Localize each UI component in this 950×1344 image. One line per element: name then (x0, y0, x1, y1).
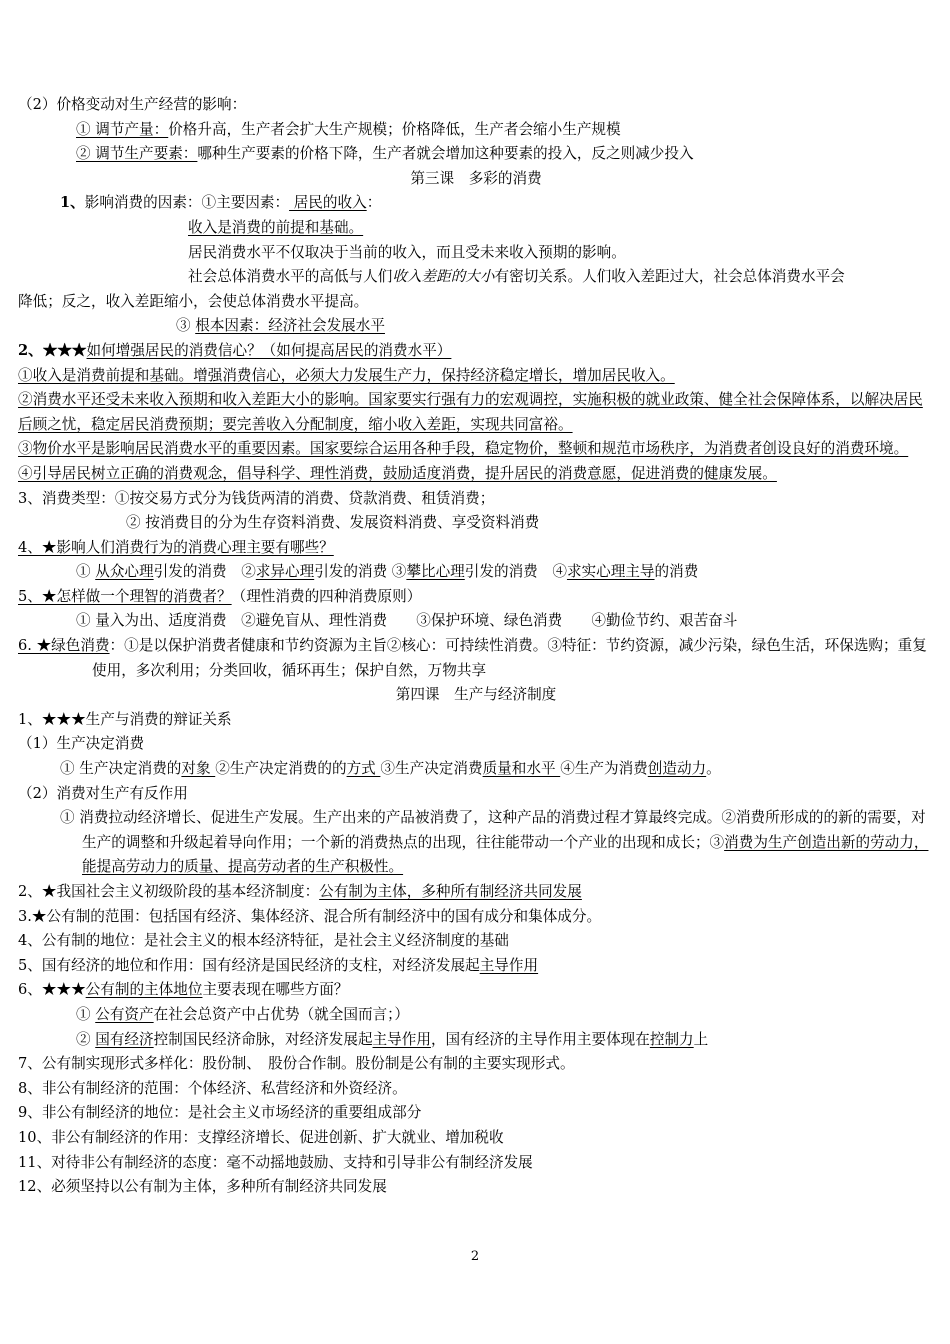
text-line: ② 按消费目的分为生存资料消费、发展资料消费、享受资料消费 (126, 514, 540, 532)
text-paragraph: ③物价水平是影响居民消费水平的重要因素。国家要综合运用各种手段，稳定物价，整顿和规范市场秩序，为消费者创设良好的消费环境。 (18, 440, 909, 458)
text-line: ② 国有经济控制国民经济命脉，对经济发展起主导作用，国有经济的主导作用主要体现在控制力上 (76, 1030, 709, 1048)
text-line: （2）价格变动对生产经营的影响： (18, 96, 247, 113)
question-heading: 4、★影响人们消费行为的消费心理主要有哪些？ (18, 538, 334, 556)
question-heading: 5、★怎样做一个理智的消费者？（理性消费的四种消费原则） (18, 587, 422, 605)
text-line: 4、公有制的地位：是社会主义的根本经济特征，是社会主义经济制度的基础 (18, 932, 509, 950)
text-line: 降低；反之，收入差距缩小，会使总体消费水平提高。 (18, 292, 369, 310)
text-line: 居民消费水平不仅取决于当前的收入，而且受未来收入预期的影响。 (188, 243, 626, 261)
text-line: 8、非公有制经济的范围：个体经济、私营经济和外资经济。 (18, 1079, 407, 1097)
text-line: 收入是消费的前提和基础。 (188, 218, 364, 236)
section-title: 第四课 生产与经济制度 (395, 686, 557, 704)
text-paragraph: ① 消费拉动经济增长、促进生产发展。生产出来的产品被消费了，这种产品的消费过程才算最终完成。②消费所形成的的新的需要，对生产的调整和升级起着导向作用；一个新的消费热点的出现，往往能带动一个产业的出现和成长；③消费为生产创造出新的劳动力，能提高劳动力的质量、提高劳动者的生产积极性。 (60, 809, 929, 876)
section-title: 第三课 多彩的消费 (410, 169, 542, 187)
question-heading: 2、★★★如何增强居民的消费信心？（如何提高居民的消费水平） (18, 341, 452, 359)
text-line: ① 公有资产在社会总资产中占优势（就全国而言；） (76, 1005, 410, 1023)
page-number: 2 (470, 1249, 480, 1264)
text-line: 5、国有经济的地位和作用：国有经济是国民经济的支柱，对经济发展起主导作用 (18, 956, 539, 974)
text-line: ① 量入为出、适度消费 ②避免盲从、理性消费 ③保护环境、绿色消费 ④勤俭节约、艰苦奋斗 (76, 612, 738, 630)
question-heading: 2、★我国社会主义初级阶段的基本经济制度：公有制为主体，多种所有制经济共同发展 (18, 883, 582, 900)
text-paragraph: ②消费水平还受未来收入预期和收入差距大小的影响。国家要实行强有力的宏观调控，实施积极的就业政策、健全社会保障体系，以解决居民后顾之忧，稳定居民消费预期；要完善收入分配制度，缩小收入差距，实现共同富裕。 (18, 391, 923, 433)
text-line: 社会总体消费水平的高低与人们收入差距的大小有密切关系。人们收入差距过大，社会总体消费水平会 (188, 268, 845, 286)
text-line: 9、非公有制经济的地位：是社会主义市场经济的重要组成部分 (18, 1104, 422, 1122)
text-line: ① 调节产量：价格升高，生产者会扩大生产规模；价格降低，生产者会缩小生产规模 (76, 120, 621, 138)
text-line: （1）生产决定消费 (18, 735, 145, 753)
question-heading: 1、★★★生产与消费的辩证关系 (18, 710, 232, 728)
text-line: ③ 根本因素：经济社会发展水平 (176, 317, 385, 335)
text-line: 10、非公有制经济的作用：支撑经济增长、促进创新、扩大就业、增加税收 (18, 1128, 504, 1146)
text-line: ② 调节生产要素：哪种生产要素的价格下降，生产者就会增加这种要素的投入，反之则减少投入 (76, 145, 694, 163)
text-line: 7、公有制实现形式多样化：股份制、 股份合作制。股份制是公有制的主要实现形式。 (18, 1055, 575, 1073)
text-line: ④引导居民树立正确的消费观念，倡导科学、理性消费，鼓励适度消费，提升居民的消费意愿，促进消费的健康发展。 (18, 464, 777, 482)
text-line: 3.★公有制的范围：包括国有经济、集体经济、混合所有制经济中的国有成分和集体成分。 (18, 907, 602, 925)
question-heading: 6、★★★公有制的主体地位主要表现在哪些方面？ (18, 981, 349, 999)
text-line: 1、影响消费的因素：①主要因素： 居民的收入： (60, 194, 382, 212)
text-line: 11、对待非公有制经济的态度：毫不动摇地鼓励、支持和引导非公有制经济发展 (18, 1153, 533, 1171)
text-line: ①收入是消费前提和基础。增强消费信心，必须大力发展生产力，保持经济稳定增长，增加居民收入。 (18, 366, 675, 384)
text-line: 12、必须坚持以公有制为主体，多种所有制经济共同发展 (18, 1178, 387, 1196)
text-paragraph: 6. ★绿色消费：①是以保护消费者健康和节约资源为主旨②核心：可持续性消费。③特征：节约资源，减少污染，绿色生活，环保选购；重复使用，多次利用；分类回收，循环再生；保护自然，万物共享 (18, 637, 927, 679)
text-line: 3、消费类型：①按交易方式分为钱货两清的消费、贷款消费、租赁消费； (18, 489, 495, 507)
text-line: （2）消费对生产有反作用 (18, 784, 188, 802)
text-line: ① 生产决定消费的对象 ②生产决定消费的的方式 ③生产决定消费质量和水平 ④生产为消费创造动力。 (60, 760, 721, 778)
text-line: ① 从众心理引发的消费 ②求异心理引发的消费 ③攀比心理引发的消费 ④求实心理主导的消费 (76, 563, 699, 581)
document-page (18, 93, 934, 1200)
